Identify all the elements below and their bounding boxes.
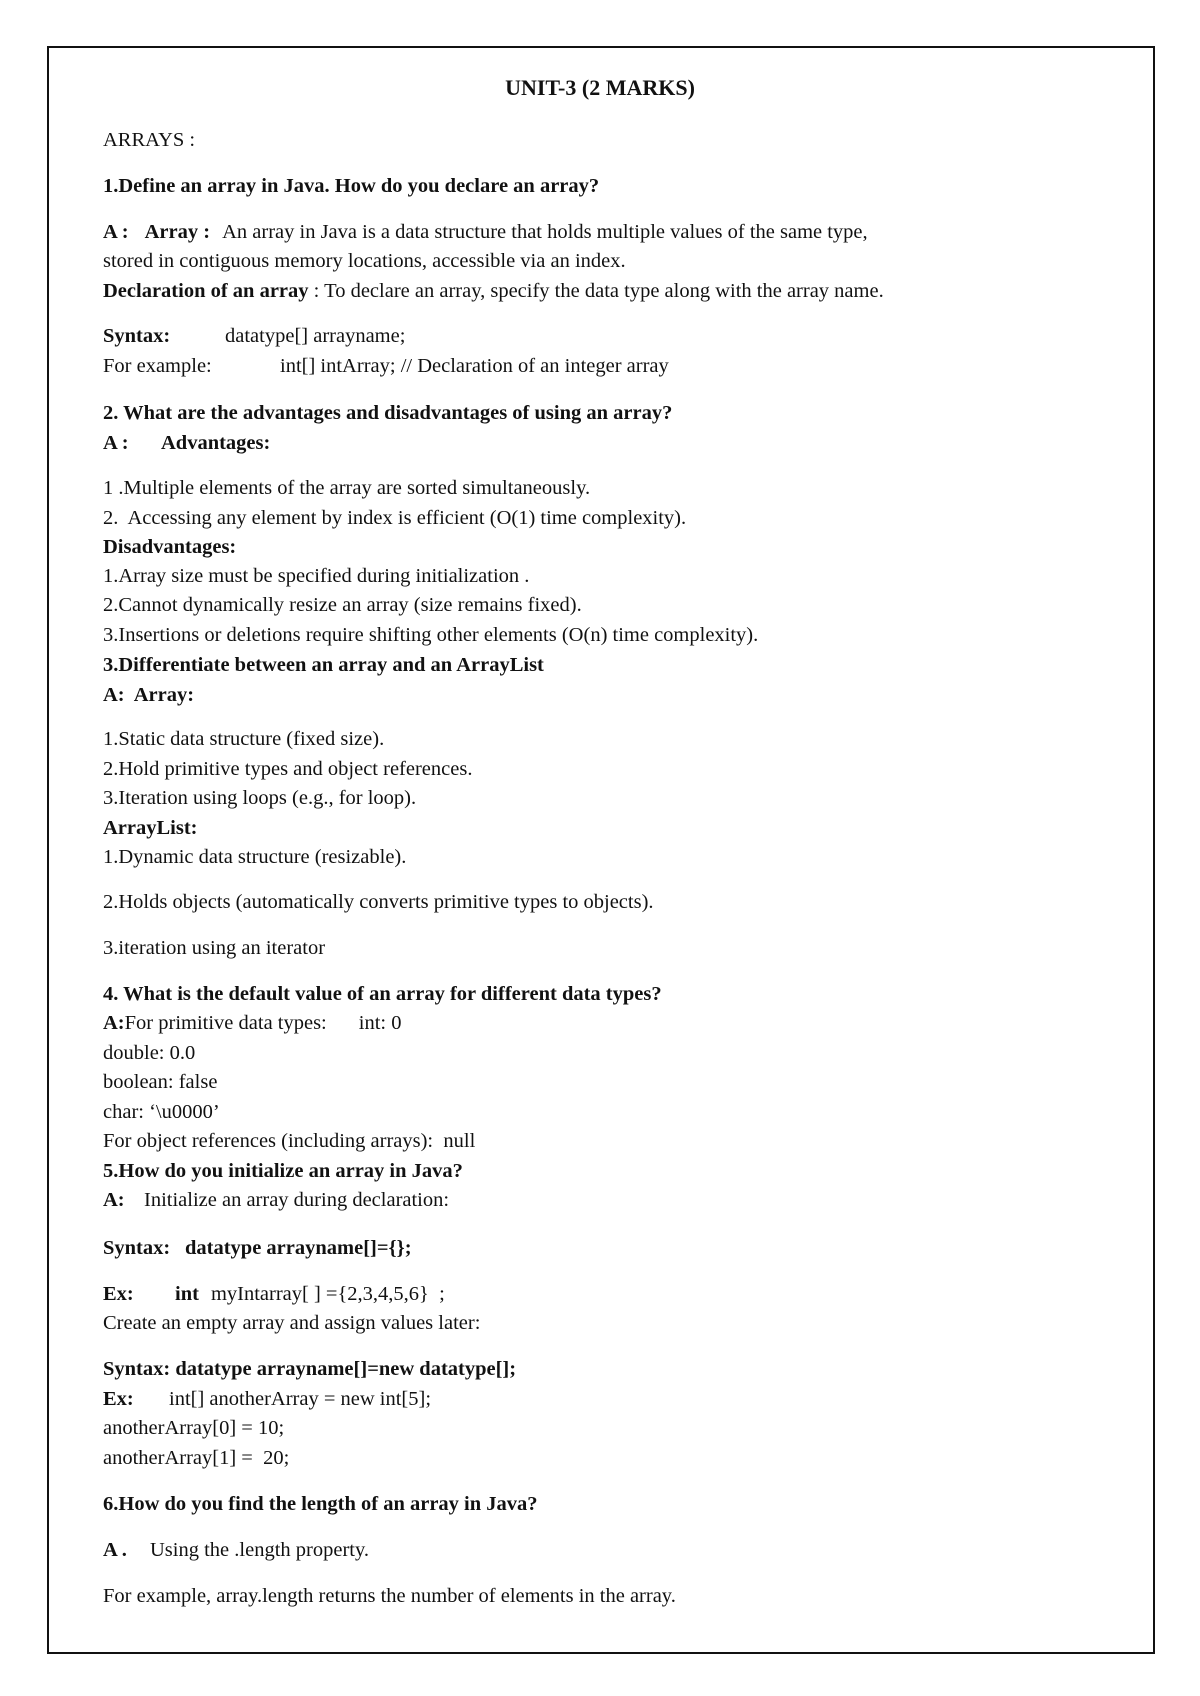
q5-example-2 (103, 1387, 431, 1411)
syntax-value: datatype[] arrayname; (225, 325, 406, 347)
array-point-1: 1.Static data structure (fixed size). (103, 728, 385, 750)
q1-answer-line-1 (103, 220, 868, 244)
section-heading: ARRAYS : (103, 129, 196, 151)
answer-term: Array : (144, 221, 211, 243)
q5-example-1 (103, 1282, 445, 1306)
question-5: 5.How do you initialize an array in Java? (103, 1160, 463, 1182)
answer-text: Initialize an array during declaration: (144, 1189, 450, 1211)
arraylist-point-3: 3.iteration using an iterator (103, 937, 326, 959)
arraylist-heading: ArrayList: (103, 817, 198, 839)
answer-prefix: A : (103, 221, 129, 243)
disadvantage-3: 3.Insertions or deletions require shifting other elements (O(n) time complexity). (103, 624, 759, 646)
disadvantage-1: 1.Array size must be specified during initialization . (103, 565, 530, 587)
q4-answer-line (103, 1011, 401, 1035)
disadvantage-2: 2.Cannot dynamically resize an array (size remains fixed). (103, 594, 582, 616)
answer-text: An array in Java is a data structure that holds multiple values of the same type, (222, 221, 868, 243)
disadvantages-heading: Disadvantages: (103, 536, 237, 558)
syntax-label: Syntax: (103, 325, 171, 347)
array-point-2: 2.Hold primitive types and object references. (103, 758, 473, 780)
declaration-term: Declaration of an array (103, 280, 309, 302)
page-title: UNIT-3 (2 MARKS) (505, 75, 695, 100)
q1-example (103, 354, 669, 378)
example-value: int[] intArray; // Declaration of an integer array (280, 355, 669, 377)
q1-declaration (103, 279, 884, 303)
double-default: double: 0.0 (103, 1042, 196, 1064)
advantage-1: 1 .Multiple elements of the array are sorted simultaneously. (103, 477, 591, 499)
object-default: For object references (including arrays): null (103, 1130, 476, 1152)
answer-text: Using the .length property. (150, 1539, 370, 1561)
empty-array-text: Create an empty array and assign values later: (103, 1312, 481, 1334)
declaration-text: : To declare an array, specify the data type along with the array name. (308, 280, 884, 302)
char-default: char: ‘\u0000’ (103, 1101, 220, 1123)
assignment-2: anotherArray[1] = 20; (103, 1447, 290, 1469)
answer-prefix: A : (103, 432, 129, 454)
example-keyword: int (175, 1283, 199, 1305)
question-2: 2. What are the advantages and disadvantages of using an array? (103, 402, 673, 424)
syntax-value: datatype arrayname[]={}; (185, 1237, 412, 1259)
answer-prefix: A: (103, 1012, 125, 1034)
example-label: Ex: (103, 1388, 134, 1410)
int-default: int: 0 (358, 1012, 402, 1034)
question-6: 6.How do you find the length of an array in Java? (103, 1493, 538, 1515)
example-label: Ex: (103, 1283, 134, 1305)
arraylist-point-1: 1.Dynamic data structure (resizable). (103, 846, 407, 868)
syntax-label: Syntax: (103, 1237, 171, 1259)
q5-syntax-2: Syntax: datatype arrayname[]=new datatype[]; (103, 1358, 517, 1380)
q1-syntax (103, 324, 405, 348)
q2-answer-heading (103, 431, 270, 455)
boolean-default: boolean: false (103, 1071, 218, 1093)
q6-answer-line (103, 1538, 369, 1562)
example-value: myIntarray[ ] ={2,3,4,5,6} ; (210, 1283, 445, 1305)
arraylist-point-2: 2.Holds objects (automatically converts primitive types to objects). (103, 891, 654, 913)
question-4: 4. What is the default value of an array for different data types? (103, 983, 662, 1005)
q5-answer-line (103, 1188, 449, 1212)
q6-example: For example, array.length returns the number of elements in the array. (103, 1585, 676, 1607)
q1-answer-line-2: stored in contiguous memory locations, accessible via an index. (103, 250, 626, 272)
advantages-heading: Advantages: (161, 432, 271, 454)
array-point-3: 3.Iteration using loops (e.g., for loop). (103, 787, 417, 809)
question-1: 1.Define an array in Java. How do you declare an array? (103, 175, 600, 197)
answer-prefix: A . (103, 1539, 127, 1561)
example-label: For example: (103, 355, 212, 377)
answer-prefix: A: (103, 1189, 125, 1211)
primitive-label: For primitive data types: (124, 1012, 327, 1034)
example-value: int[] anotherArray = new int[5]; (169, 1388, 432, 1410)
question-3: 3.Differentiate between an array and an ArrayList (103, 654, 544, 676)
assignment-1: anotherArray[0] = 10; (103, 1417, 285, 1439)
array-heading: A: Array: (103, 684, 195, 706)
q5-syntax-1 (103, 1236, 412, 1260)
advantage-2: 2. Accessing any element by index is efficient (O(1) time complexity). (103, 507, 687, 529)
